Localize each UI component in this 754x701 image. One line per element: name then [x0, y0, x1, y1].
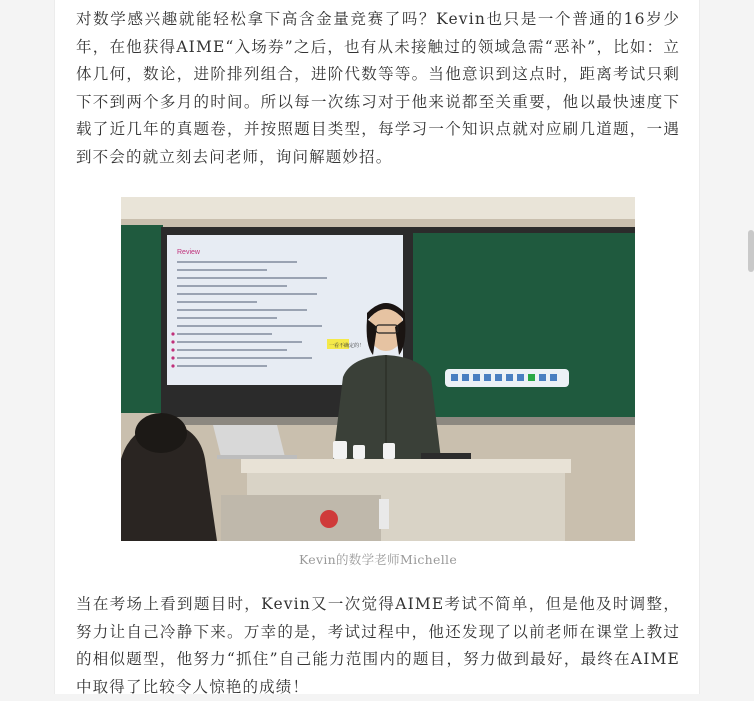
slide-callout: 一看不确定的！: [329, 343, 365, 349]
slide-title: Review: [177, 249, 200, 256]
photo-caption: Kevin的数学老师Michelle: [298, 552, 458, 567]
scrollbar-thumb[interactable]: [748, 230, 754, 272]
article-paragraph-1: 对数学感兴趣就能轻松拿下高含金量竞赛了吗？Kevin也只是一个普通的16岁少年，在他获得AIME“入场券”之后，也有从未接触过的领域急需“恶补”，比如：立体几何，数论，进阶排列组合，进阶代数等等。当他意识到这点时，距离考试只剩下不到两个多月的时间。所以每一次练习对于他来说都至关重要，他以最快速度下载了近几年的真题卷，并按照题目类型，每学习一个知识点就对应刷几道题，一遇到不会的就立刻去问老师，询问解题妙招。: [76, 10, 680, 166]
article-photo: [121, 197, 635, 541]
article-page: [54, 0, 700, 694]
article-paragraph-2: 当在考场上看到题目时，Kevin又一次觉得AIME考试不简单，但是他及时调整，努力让自己冷静下来。万幸的是，考试过程中，他还发现了以前老师在课堂上教过的相似题型，他努力“抓住”自己能力范围内的题目，努力做到最好，最终在AIME中取得了比较令人惊艳的成绩！: [76, 595, 680, 696]
classroom-photo-illustration: [121, 197, 635, 541]
